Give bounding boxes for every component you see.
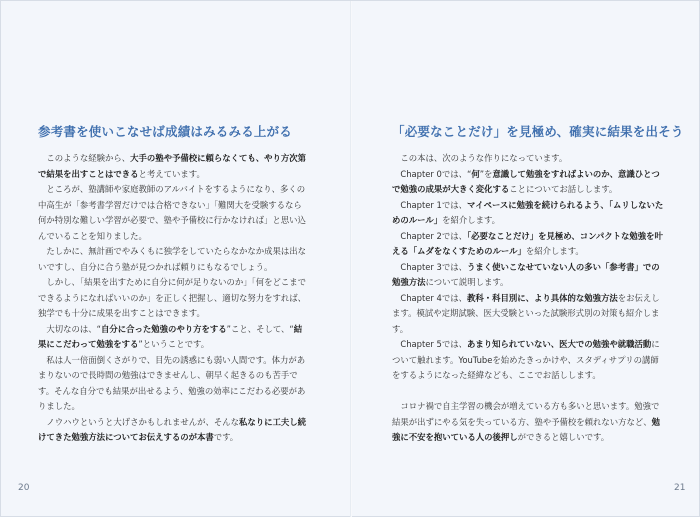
text-run: 大切なのは、“ <box>46 323 101 334</box>
paragraph <box>392 229 667 260</box>
page-number: 21 <box>674 483 686 493</box>
text-run: ノウハウというと大げさかもしれませんが、そんな <box>46 416 240 427</box>
text-run: Chapter 5では、 <box>400 339 467 349</box>
paragraph <box>392 198 667 229</box>
paragraph <box>392 260 667 291</box>
paragraph <box>38 151 310 182</box>
text-run: コロナ禍で自主学習の機会が増えている方も多いと思います。勉強で結果が出ずにやる気を失っている方、塾や予備校を頼れない方など、 <box>392 401 660 427</box>
body-text <box>38 151 310 446</box>
emphasis-text: 勉強に不安を抱いている人の後押し <box>392 416 660 442</box>
paragraph <box>38 182 310 244</box>
emphasis-text: 意識して勉強をすればよいのか、意識ひとつで勉強の成果が大きく変化する <box>392 168 660 194</box>
paragraph <box>392 399 667 446</box>
text-run: Chapter 2では、 <box>400 230 467 241</box>
emphasis-text: 「必要なことだけ」を見極め、コンパクトな勉強を叶える「ムダをなくすためのルール」 <box>392 230 663 256</box>
text-run: について触れます。YouTubeを始めたきっかけや、スタディサプリの講師をするようになった経緯なども、ここでお話しします。 <box>392 339 660 380</box>
text-run: Chapter 3では、 <box>400 261 467 272</box>
emphasis-text: うまく使いこなせていない人の多い「参考書」での勉強方法 <box>392 261 660 287</box>
text-run: ”を <box>479 168 493 179</box>
text-run: ができると嬉しいです。 <box>517 432 610 442</box>
paragraph <box>38 415 310 446</box>
body-text <box>392 151 667 446</box>
paragraph <box>392 167 667 198</box>
blank-line <box>392 384 667 400</box>
section-heading: 「必要なことだけ」を見極め、確実に結果を出そう <box>392 124 684 139</box>
text-run: 私は人一倍面倒くさがりで、目先の誘惑にも弱い人間です。体力があまりないので長時間の勉強はできませんし、朝早く起きるのも苦手です。そんな自分でも結果が出せるよう、勉強の効率にこだわる必要がありました。 <box>38 354 306 411</box>
text-run: ところが、塾講師や家庭教師のアルバイトをするようになり、多くの中高生が「参考書学習だけでは合格できない」「難関大を受験するなら何か特別な難しい学習が必要で、塾や予備校に行かなければ」と思い込んでいることを知りました。 <box>38 184 306 241</box>
text-run: です。 <box>213 432 239 442</box>
right-page <box>352 1 700 517</box>
text-run: について説明します。 <box>425 277 509 287</box>
emphasis-text: 大手の塾や予備校に頼らなくても、やり方次第で結果を出すことはできる <box>38 153 307 179</box>
text-run: しかし、「結果を出すために自分に何が足りないのか」「何をどこまでできるようになればいいのか」を正しく把握し、適切な努力をすれば、独学でも十分に成果を出すことはできます。 <box>38 277 306 318</box>
text-run: この本は、次のような作りになっています。 <box>400 153 568 163</box>
text-run: Chapter 1では、 <box>400 199 467 210</box>
paragraph <box>38 322 310 353</box>
text-run: をお伝えします。模試や定期試験、医大受験といった試験形式別の対策も紹介します。 <box>392 292 660 334</box>
text-run: このような経験から、 <box>46 153 131 163</box>
text-run: ことについてお話しします。 <box>509 184 618 194</box>
text-run: ”ということです。 <box>138 339 210 349</box>
left-page <box>1 1 351 517</box>
text-run: Chapter 0では、“ <box>400 168 472 179</box>
emphasis-text: あまり知られていない、医大での勉強や就職活動 <box>467 339 652 349</box>
paragraph <box>392 337 667 384</box>
page-number: 20 <box>18 483 30 493</box>
paragraph <box>38 244 310 275</box>
paragraph <box>392 291 667 338</box>
emphasis-text: 自分に合った勉強のやり方をする <box>100 323 227 334</box>
emphasis-text: 結果にこだわって勉強をする <box>38 323 303 349</box>
text-run: と考えています。 <box>138 168 205 179</box>
text-run: たしかに、無計画でやみくもに独学をしていたらなかなか成果は出ないですし、自分に合う塾が見つかれば頼りにもなるでしょう。 <box>38 246 307 272</box>
emphasis-text: 私なりに工夫し続けてきた勉強方法についてお伝えするのが本書 <box>38 416 307 442</box>
paragraph <box>392 151 667 167</box>
emphasis-text: 何 <box>471 168 480 179</box>
text-run: Chapter 4では、 <box>400 292 467 303</box>
section-heading: 参考書を使いこなせば成績はみるみる上がる <box>38 124 293 139</box>
paragraph <box>38 275 310 322</box>
text-run: を紹介します。 <box>525 246 584 256</box>
emphasis-text: 教科・科目別に、より具体的な勉強方法 <box>467 292 618 303</box>
text-run: を紹介します。 <box>442 215 501 225</box>
paragraph <box>38 353 310 415</box>
emphasis-text: マイペースに勉強を続けられるよう、「ムリしないためのルール」 <box>392 199 664 225</box>
text-run: ”こと、そして、“ <box>226 323 294 334</box>
